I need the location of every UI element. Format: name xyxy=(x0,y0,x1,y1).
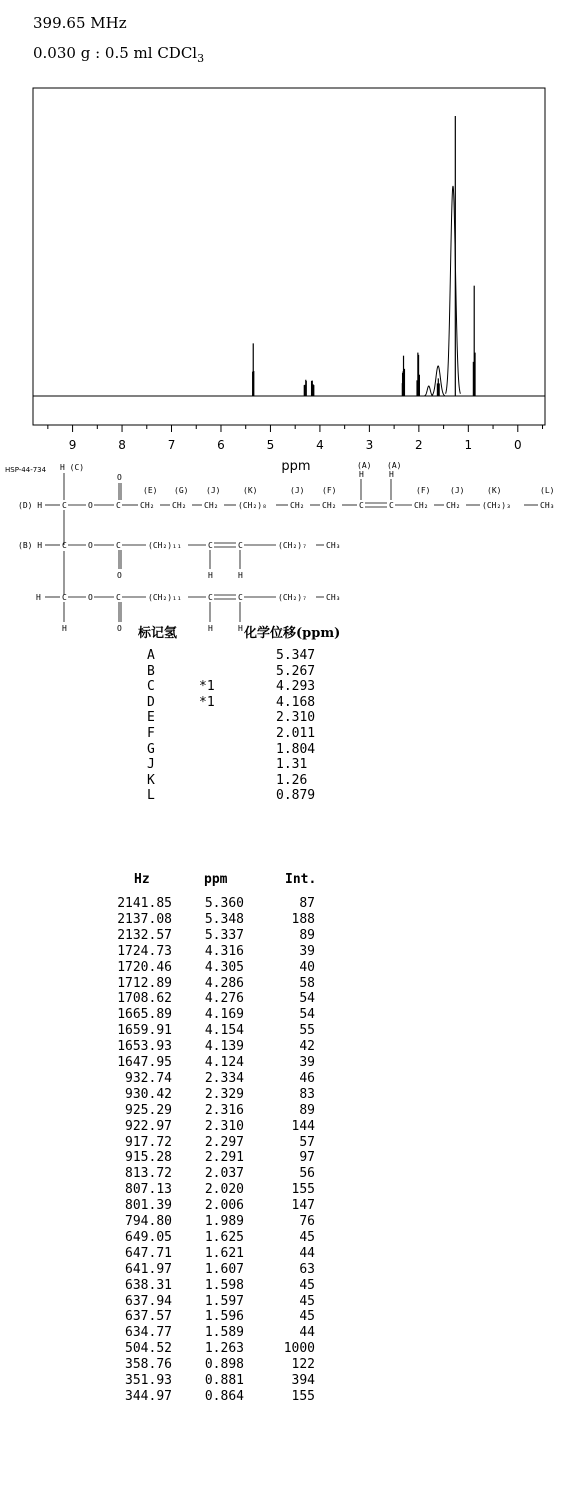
peak-int: 39 xyxy=(299,943,315,959)
peak-row xyxy=(0,928,570,943)
peak-ppm: 1.589 xyxy=(204,1325,244,1341)
x-tick-label: 8 xyxy=(118,438,126,452)
peak-row xyxy=(0,1182,570,1197)
peak-hz: 794.80 xyxy=(125,1214,172,1229)
peak-int: 122 xyxy=(291,1357,315,1373)
peak-hz: 638.31 xyxy=(125,1277,172,1293)
peak-hz: 1712.89 xyxy=(117,975,172,991)
tag-k2: (K) xyxy=(487,486,502,495)
peak-int: 45 xyxy=(299,1309,315,1325)
peak-hz: 807.13 xyxy=(125,1182,172,1198)
peak-int: 39 xyxy=(299,1055,315,1070)
peak-ppm: 4.124 xyxy=(204,1055,244,1070)
group-ch2-j: CH₂ xyxy=(204,501,219,510)
group-bh: (B) H xyxy=(18,541,43,550)
structure-row2 xyxy=(18,541,340,580)
assign-header-label: 标记氢 xyxy=(138,626,178,641)
tag-j3: (J) xyxy=(450,486,465,495)
peak-row xyxy=(0,1087,570,1102)
assignment-label: A xyxy=(147,648,155,663)
peak-row xyxy=(0,960,570,975)
sample-code: HSP-44-734 xyxy=(5,466,47,474)
assignment-label: J xyxy=(147,757,155,773)
peak-int: 188 xyxy=(291,911,315,927)
group-ch2-g: CH₂ xyxy=(172,501,187,510)
carbonyl-o-top: O xyxy=(117,473,122,482)
assignment-shift: 4.168 xyxy=(276,694,316,710)
peak-ppm: 0.898 xyxy=(204,1357,244,1373)
assignment-row xyxy=(0,742,570,757)
peak-ppm: 2.297 xyxy=(204,1134,244,1150)
peak-ppm: 1.596 xyxy=(204,1309,244,1325)
multiplet-envelope xyxy=(424,386,433,396)
peak-int: 46 xyxy=(299,1070,315,1086)
peak-header-int: Int. xyxy=(285,872,317,887)
peak-hz: 641.97 xyxy=(125,1261,172,1277)
peak-ppm: 2.329 xyxy=(204,1086,244,1102)
peak-int: 54 xyxy=(299,1007,315,1023)
assignment-row xyxy=(0,726,570,741)
assignment-label: K xyxy=(147,772,155,788)
group-ch2-f2: CH₂ xyxy=(414,501,429,510)
tag-a: (A) xyxy=(357,461,372,470)
assignment-label: F xyxy=(147,726,155,741)
group-cv2-r2: C xyxy=(238,541,243,550)
group-ch3-r3: CH₃ xyxy=(326,593,341,602)
peak-row xyxy=(0,1055,570,1070)
group-ch2-8: (CH₂)₈ xyxy=(238,501,267,510)
peak-ppm: 2.334 xyxy=(204,1070,244,1086)
peak-row xyxy=(0,1357,570,1372)
group-c2: C xyxy=(116,501,121,510)
peak-hz: 1665.89 xyxy=(117,1007,172,1023)
group-dh: (D) H xyxy=(18,501,43,510)
peak-ppm: 2.037 xyxy=(204,1166,244,1182)
group-c-a2: C xyxy=(389,501,394,510)
group-c: C xyxy=(62,501,67,510)
peak-hz: 344.97 xyxy=(125,1388,172,1404)
assignment-label: C xyxy=(147,679,155,695)
x-tick-label: 5 xyxy=(266,438,275,452)
peak-row xyxy=(0,1389,570,1404)
assignment-label: G xyxy=(147,741,155,757)
structure-row1-tags xyxy=(60,461,554,495)
peak-row xyxy=(0,991,570,1006)
assignment-note: *1 xyxy=(199,694,215,710)
x-tick-label: 9 xyxy=(68,438,77,452)
peak-ppm: 4.316 xyxy=(204,943,244,959)
peak-ppm: 4.286 xyxy=(204,975,244,991)
group-c-r2: C xyxy=(62,541,67,550)
tag-f: (F) xyxy=(322,486,337,495)
tag-c: H (C) xyxy=(60,463,85,472)
peak-hz: 504.52 xyxy=(125,1341,172,1357)
peak-ppm: 1.989 xyxy=(204,1214,244,1229)
peak-int: 97 xyxy=(299,1150,315,1166)
group-c2-r2: C xyxy=(116,541,121,550)
peak-hz: 647.71 xyxy=(125,1245,172,1261)
group-ch2-11-r2: (CH₂)₁₁ xyxy=(148,541,182,550)
peak-row xyxy=(0,1103,570,1118)
assignment-row xyxy=(0,695,570,710)
vinyl-h2-r3: H xyxy=(238,624,243,633)
vinyl-h1-r3: H xyxy=(208,624,213,633)
carbonyl-o-r3: O xyxy=(117,624,122,633)
peak-hz: 922.97 xyxy=(125,1118,172,1134)
assignment-row xyxy=(0,664,570,679)
peak-row xyxy=(0,944,570,959)
peak-ppm: 1.597 xyxy=(204,1293,244,1309)
peak-int: 56 xyxy=(299,1166,315,1182)
group-ch2-11-r3: (CH₂)₁₁ xyxy=(148,593,182,602)
peak-ppm: 4.305 xyxy=(204,959,244,975)
peak-row xyxy=(0,1198,570,1213)
group-ch2-3: (CH₂)₃ xyxy=(482,501,511,510)
x-tick-label: 6 xyxy=(217,438,225,452)
group-ch2-7-r3: (CH₂)₇ xyxy=(278,593,307,602)
peak-row xyxy=(0,976,570,991)
peak-int: 58 xyxy=(299,975,315,991)
assignment-shift: 5.347 xyxy=(276,648,316,663)
peak-int: 87 xyxy=(299,896,315,911)
peak-int: 40 xyxy=(299,959,315,975)
tag-j: (J) xyxy=(206,486,221,495)
tag-f2: (F) xyxy=(416,486,431,495)
x-tick-label: 1 xyxy=(464,438,473,452)
tag-l: (L) xyxy=(540,486,555,495)
peak-row xyxy=(0,1278,570,1293)
group-o-r3: O xyxy=(88,593,93,602)
group-ch2-j3: CH₂ xyxy=(446,501,461,510)
peak-hz: 915.28 xyxy=(125,1150,172,1166)
carbonyl-o-r2: O xyxy=(117,571,122,580)
peak-int: 155 xyxy=(291,1388,315,1404)
assignment-label: D xyxy=(147,694,155,710)
vinyl-h2-r2: H xyxy=(238,571,243,580)
peak-hz: 1653.93 xyxy=(117,1039,172,1055)
peak-ppm: 5.337 xyxy=(204,927,244,943)
assignment-row xyxy=(0,757,570,772)
plot-frame xyxy=(33,88,545,425)
peak-row xyxy=(0,1135,570,1150)
sample-subscript: 3 xyxy=(197,52,205,65)
peak-row xyxy=(0,1166,570,1181)
peak-int: 42 xyxy=(299,1039,315,1055)
peak-hz: 932.74 xyxy=(125,1070,172,1086)
peak-int: 44 xyxy=(299,1325,315,1341)
assignment-shift: 2.310 xyxy=(276,710,316,726)
peak-ppm: 1.621 xyxy=(204,1245,244,1261)
peak-int: 394 xyxy=(291,1373,315,1388)
peak-header-hz: Hz xyxy=(134,872,150,887)
peak-row xyxy=(0,1262,570,1277)
assignment-shift: 5.267 xyxy=(276,663,316,679)
group-c2-r3: C xyxy=(116,593,121,602)
peak-header-ppm: ppm xyxy=(204,872,228,887)
peak-hz: 813.72 xyxy=(125,1166,172,1182)
peak-hz: 637.94 xyxy=(125,1293,172,1309)
peak-int: 45 xyxy=(299,1229,315,1245)
x-tick-label: 2 xyxy=(415,438,423,452)
peak-ppm: 4.154 xyxy=(204,1023,244,1039)
peak-int: 54 xyxy=(299,991,315,1007)
assignment-note: *1 xyxy=(199,679,215,695)
tag-j2: (J) xyxy=(290,486,305,495)
group-c-a: C xyxy=(359,501,364,510)
peak-int: 63 xyxy=(299,1261,315,1277)
assignment-label: B xyxy=(147,663,155,679)
peak-hz: 925.29 xyxy=(125,1102,172,1118)
assignment-row xyxy=(0,773,570,788)
peak-ppm: 5.360 xyxy=(204,896,244,911)
peak-row xyxy=(0,1150,570,1165)
frequency-label: 399.65 MHz xyxy=(33,14,127,32)
peak-row xyxy=(0,912,570,927)
assignment-row xyxy=(0,788,570,803)
peak-row xyxy=(0,1309,570,1324)
peak-row xyxy=(0,1325,570,1340)
assignment-shift: 1.26 xyxy=(276,772,308,788)
peak-int: 1000 xyxy=(283,1341,315,1357)
peak-int: 144 xyxy=(291,1118,315,1134)
peak-hz: 351.93 xyxy=(125,1373,172,1388)
peak-hz: 2137.08 xyxy=(117,911,172,927)
peak-hz: 358.76 xyxy=(125,1357,172,1373)
vinyl-h-a2: H xyxy=(389,470,394,479)
group-ch3-r2: CH₃ xyxy=(326,541,341,550)
peak-row xyxy=(0,1341,570,1356)
peak-int: 45 xyxy=(299,1277,315,1293)
peak-int: 83 xyxy=(299,1086,315,1102)
structure-row1 xyxy=(18,470,554,595)
peak-int: 89 xyxy=(299,1102,315,1118)
x-tick-label: 0 xyxy=(513,438,522,452)
tag-a2: (A) xyxy=(387,461,402,470)
group-cv1-r2: C xyxy=(208,541,213,550)
group-ch2-j2: CH₂ xyxy=(290,501,305,510)
assign-header-shift: 化学位移(ppm) xyxy=(244,626,341,641)
peak-hz: 1647.95 xyxy=(117,1055,172,1070)
group-ch2-f: CH₂ xyxy=(322,501,337,510)
group-ch3: CH₃ xyxy=(540,501,555,510)
assignment-label: L xyxy=(147,788,155,804)
assignment-shift: 4.293 xyxy=(276,679,316,695)
peak-int: 155 xyxy=(291,1182,315,1198)
peak-int: 44 xyxy=(299,1245,315,1261)
peak-int: 76 xyxy=(299,1214,315,1229)
peak-hz: 801.39 xyxy=(125,1198,172,1214)
peak-row xyxy=(0,1214,570,1229)
x-tick-label: 4 xyxy=(316,438,324,452)
sample-text: 0.030 g : 0.5 ml CDCl xyxy=(33,44,198,62)
group-ch2-e: CH₂ xyxy=(140,501,155,510)
peak-ppm: 1.598 xyxy=(204,1277,244,1293)
peak-row xyxy=(0,1294,570,1309)
peak-hz: 930.42 xyxy=(125,1086,172,1102)
group-ch2-7-r2: (CH₂)₇ xyxy=(278,541,307,550)
peak-row xyxy=(0,1373,570,1388)
peak-row xyxy=(0,1119,570,1134)
peak-int: 57 xyxy=(299,1134,315,1150)
peak-ppm: 1.625 xyxy=(204,1229,244,1245)
x-tick-label: 7 xyxy=(167,438,176,452)
assignment-shift: 1.804 xyxy=(276,741,316,757)
peak-ppm: 1.607 xyxy=(204,1261,244,1277)
peak-hz: 1720.46 xyxy=(117,959,172,975)
group-cv1-r3: C xyxy=(208,593,213,602)
peak-ppm: 0.881 xyxy=(204,1373,244,1388)
peak-hz: 917.72 xyxy=(125,1134,172,1150)
assignment-row xyxy=(0,648,570,663)
x-axis-label: ppm xyxy=(281,459,311,474)
assignment-label: E xyxy=(147,710,155,726)
peak-hz: 1708.62 xyxy=(117,991,172,1007)
peak-hz: 637.57 xyxy=(125,1309,172,1325)
peak-ppm: 4.169 xyxy=(204,1007,244,1023)
group-cv2-r3: C xyxy=(238,593,243,602)
peak-ppm: 4.139 xyxy=(204,1039,244,1055)
peak-int: 147 xyxy=(291,1198,315,1214)
peak-ppm: 5.348 xyxy=(204,911,244,927)
peak-hz: 1724.73 xyxy=(117,943,172,959)
chemical-structure xyxy=(0,455,570,645)
methylene-h-r3: H xyxy=(62,624,67,633)
peak-row xyxy=(0,896,570,911)
tag-k: (K) xyxy=(243,486,258,495)
peak-ppm: 2.006 xyxy=(204,1198,244,1214)
group-c-r3: C xyxy=(62,593,67,602)
group-o-r2: O xyxy=(88,541,93,550)
tag-e: (E) xyxy=(143,486,158,495)
peak-int: 55 xyxy=(299,1023,315,1039)
assignment-shift: 1.31 xyxy=(276,757,308,773)
peak-ppm: 2.310 xyxy=(204,1118,244,1134)
peak-hz: 649.05 xyxy=(125,1229,172,1245)
vinyl-h1-r2: H xyxy=(208,571,213,580)
peak-row xyxy=(0,1007,570,1022)
assignment-shift: 2.011 xyxy=(276,726,316,741)
peak-row xyxy=(0,1071,570,1086)
tag-g: (G) xyxy=(174,486,189,495)
peak-hz: 634.77 xyxy=(125,1325,172,1341)
peak-row xyxy=(0,1230,570,1245)
vinyl-h-a: H xyxy=(359,470,364,479)
peak-hz: 1659.91 xyxy=(117,1023,172,1039)
peak-ppm: 2.291 xyxy=(204,1150,244,1166)
group-o: O xyxy=(88,501,93,510)
peak-row xyxy=(0,1246,570,1261)
peak-hz: 2132.57 xyxy=(117,927,172,943)
peak-int: 89 xyxy=(299,927,315,943)
assignment-row xyxy=(0,679,570,694)
x-tick-label: 3 xyxy=(365,438,374,452)
peak-ppm: 4.276 xyxy=(204,991,244,1007)
group-h-r3: H xyxy=(36,593,41,602)
peak-row xyxy=(0,1023,570,1038)
assignment-row xyxy=(0,710,570,725)
peak-ppm: 2.316 xyxy=(204,1102,244,1118)
peak-ppm: 2.020 xyxy=(204,1182,244,1198)
multiplet-envelope xyxy=(446,186,461,394)
peak-ppm: 0.864 xyxy=(204,1388,244,1404)
peak-ppm: 1.263 xyxy=(204,1341,244,1357)
peak-row xyxy=(0,1039,570,1054)
peak-int: 45 xyxy=(299,1293,315,1309)
assignment-shift: 0.879 xyxy=(276,788,316,804)
peak-hz: 2141.85 xyxy=(117,896,172,911)
